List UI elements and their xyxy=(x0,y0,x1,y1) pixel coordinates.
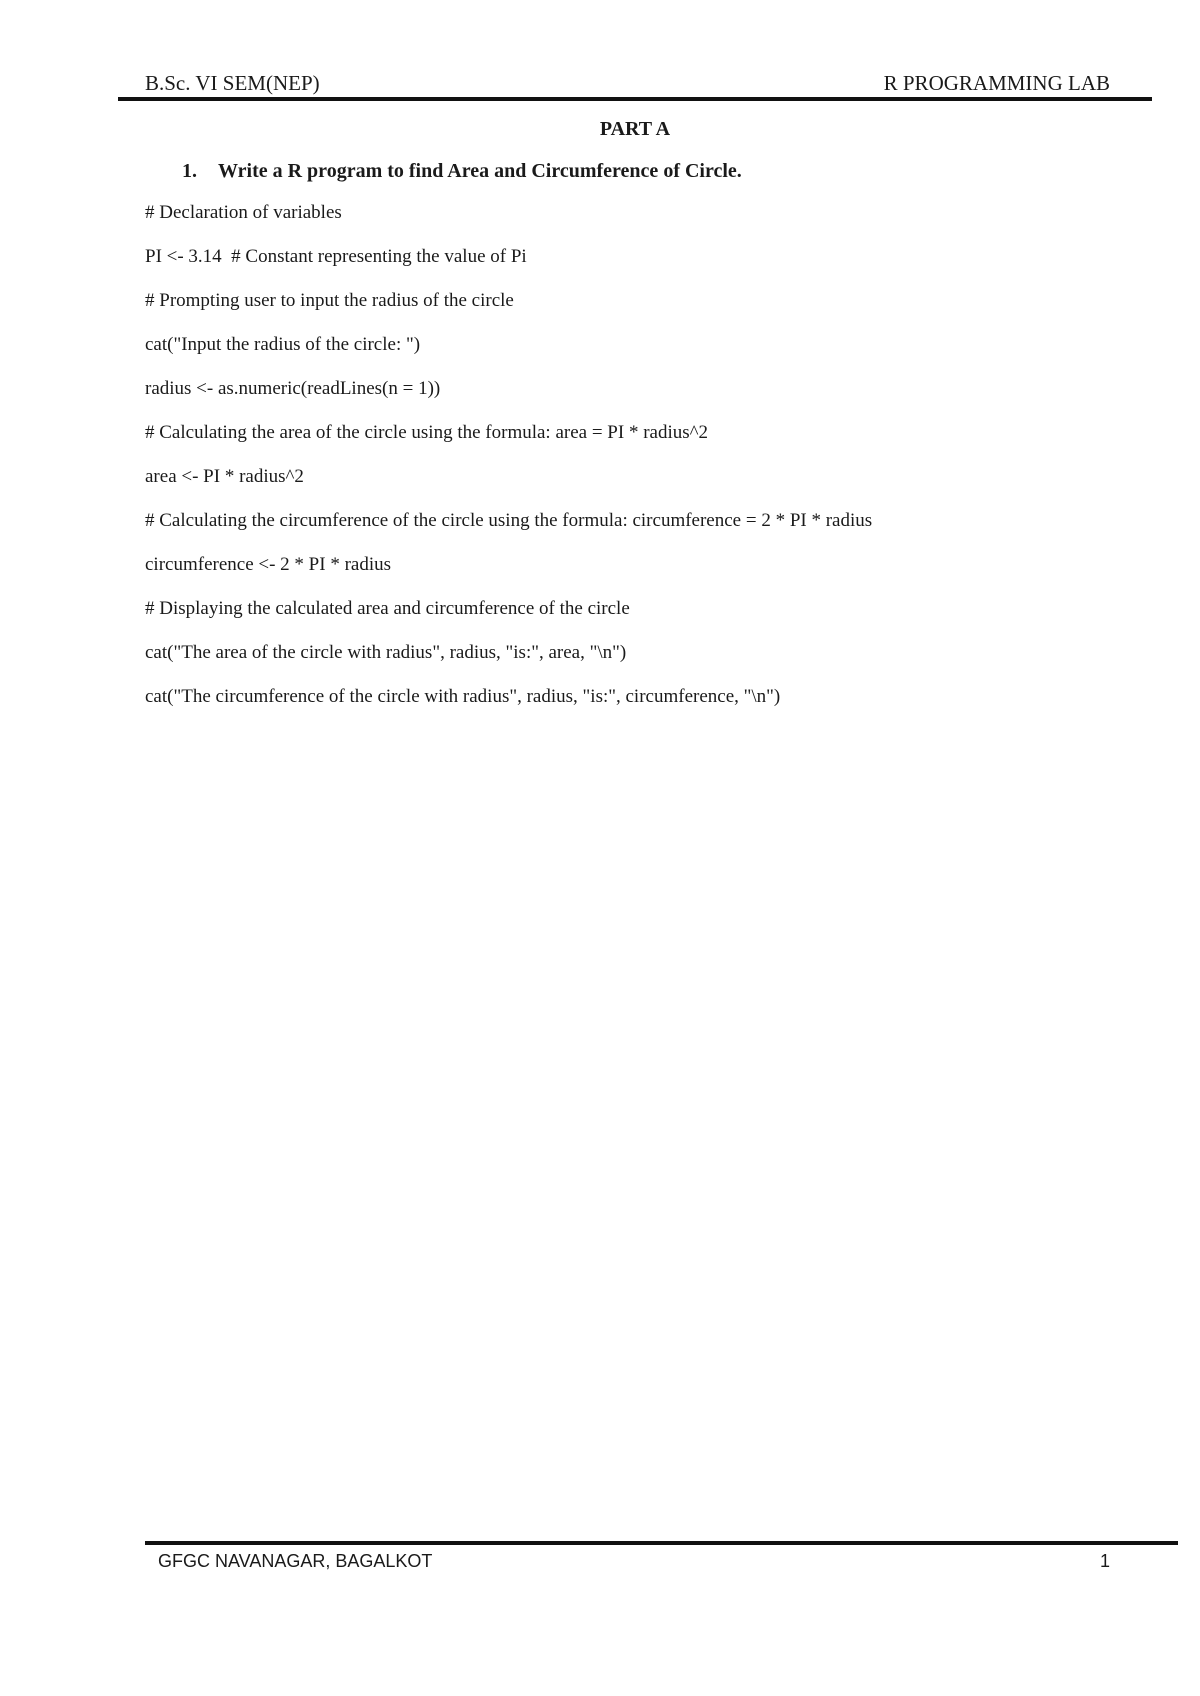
section-title: PART A xyxy=(599,118,671,140)
code-line: area <- PI * radius^2 xyxy=(145,466,304,487)
code-line: # Declaration of variables xyxy=(145,202,342,223)
header-divider xyxy=(118,97,1152,101)
code-line: cat("The area of the circle with radius", radius, "is:", area, "\n") xyxy=(145,642,627,663)
code-line: circumference <- 2 * PI * radius xyxy=(145,554,392,575)
page-number: 1 xyxy=(1099,1551,1110,1571)
code-line: PI <- 3.14 # Constant representing the value of Pi xyxy=(145,246,527,267)
code-line: radius <- as.numeric(readLines(n = 1)) xyxy=(145,378,441,399)
code-line: # Prompting user to input the radius of the circle xyxy=(145,290,514,311)
question-text: Write a R program to find Area and Circumference of Circle. xyxy=(218,160,742,182)
question-number: 1. xyxy=(182,160,197,182)
code-line: cat("The circumference of the circle with radius", radius, "is:", circumference, "\n") xyxy=(145,686,781,707)
question-heading xyxy=(182,158,742,184)
code-line: # Calculating the circumference of the circle using the formula: circumference = 2 * PI * radius xyxy=(145,510,873,531)
footer-divider xyxy=(145,1541,1178,1545)
code-line: # Calculating the area of the circle using the formula: area = PI * radius^2 xyxy=(145,422,709,443)
code-listing xyxy=(145,200,872,728)
code-line: cat("Input the radius of the circle: ") xyxy=(145,334,421,355)
footer-college: GFGC NAVANAGAR, BAGALKOT xyxy=(158,1551,433,1571)
header-course: B.Sc. VI SEM(NEP) xyxy=(145,71,320,95)
header-lab-title: R PROGRAMMING LAB xyxy=(883,71,1110,95)
code-line: # Displaying the calculated area and circumference of the circle xyxy=(145,598,630,619)
